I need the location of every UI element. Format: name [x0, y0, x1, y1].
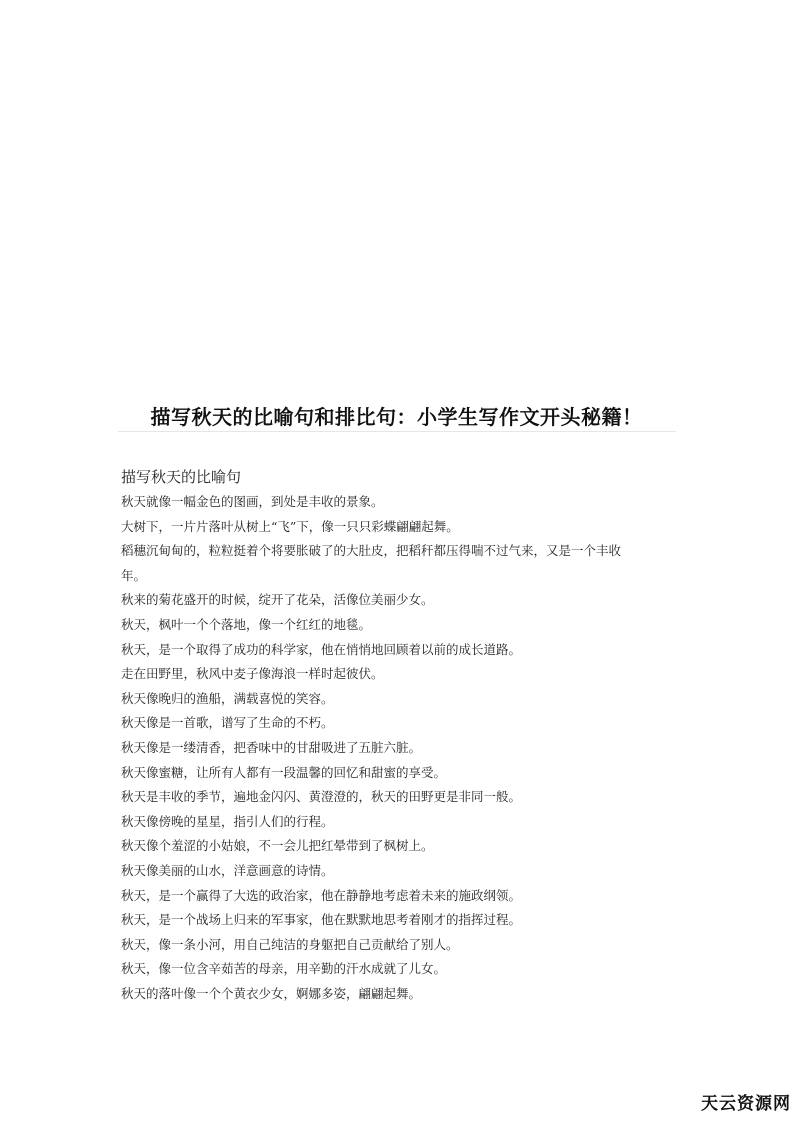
- list-item: 秋天像是一缕清香，把香味中的甘甜吸进了五脏六脏。: [121, 739, 422, 755]
- list-item: 秋天像晚归的渔船，满载喜悦的笑容。: [121, 690, 334, 706]
- list-item: 大树下，一片片落叶从树上“飞”下，像一只只彩蝶翩翩起舞。: [121, 518, 459, 534]
- document-body: [121, 466, 679, 1006]
- list-item: 秋天像美丽的山水，洋意画意的诗情。: [121, 862, 334, 878]
- list-item: 秋天，像一条小河，用自己纯洁的身躯把自己贡献给了别人。: [121, 936, 459, 952]
- section-heading: 描写秋天的比喻句: [121, 468, 242, 486]
- list-item: 秋天就像一幅金色的图画，到处是丰收的景象。: [121, 494, 384, 509]
- sentence-list: [121, 490, 679, 1006]
- list-item: 稻穗沉甸甸的，粒粒挺着个将要胀破了的大肚皮，把稻秆都压得喘不过气来，又是一个丰收: [121, 543, 622, 559]
- page-title: 描写秋天的比喻句和排比句：小学生写作文开头秘籍！: [150, 405, 643, 430]
- list-item: 秋天像是一首歌，谱写了生命的不朽。: [121, 715, 334, 731]
- list-item: 秋天的落叶像一个个黄衣少女，婀娜多姿，翩翩起舞。: [121, 985, 422, 1001]
- list-item: 秋来的菊花盛开的时候，绽开了花朵，活像位美丽少女。: [121, 592, 434, 608]
- list-item: 秋天，是一个取得了成功的科学家，他在悄悄地回顾着以前的成长道路。: [121, 641, 522, 657]
- title-divider: [118, 431, 676, 432]
- list-item: 走在田野里，秋风中麦子像海浪一样时起彼伏。: [121, 666, 384, 682]
- list-item: 秋天像傍晚的星星，指引人们的行程。: [121, 813, 334, 829]
- list-item: 年。: [121, 567, 147, 583]
- list-item: 秋天，枫叶一个个落地，像一个红红的地毯。: [121, 616, 372, 632]
- list-item: 秋天像个羞涩的小姑娘，不一会儿把红晕带到了枫树上。: [121, 838, 434, 854]
- list-item: 秋天像蜜糖，让所有人都有一段温馨的回忆和甜蜜的享受。: [121, 764, 447, 780]
- list-item: 秋天，像一位含辛茹苦的母亲，用辛勤的汗水成就了儿女。: [121, 961, 447, 977]
- list-item: 秋天是丰收的季节，遍地金闪闪、黄澄澄的，秋天的田野更是非同一般。: [121, 789, 522, 805]
- list-item: 秋天，是一个赢得了大选的政治家，他在静静地考虑着未来的施政纲领。: [121, 887, 522, 903]
- list-item: 秋天，是一个战场上归来的军事家，他在默默地思考着刚才的指挥过程。: [121, 912, 522, 928]
- site-watermark: 天云资源网: [701, 1094, 791, 1114]
